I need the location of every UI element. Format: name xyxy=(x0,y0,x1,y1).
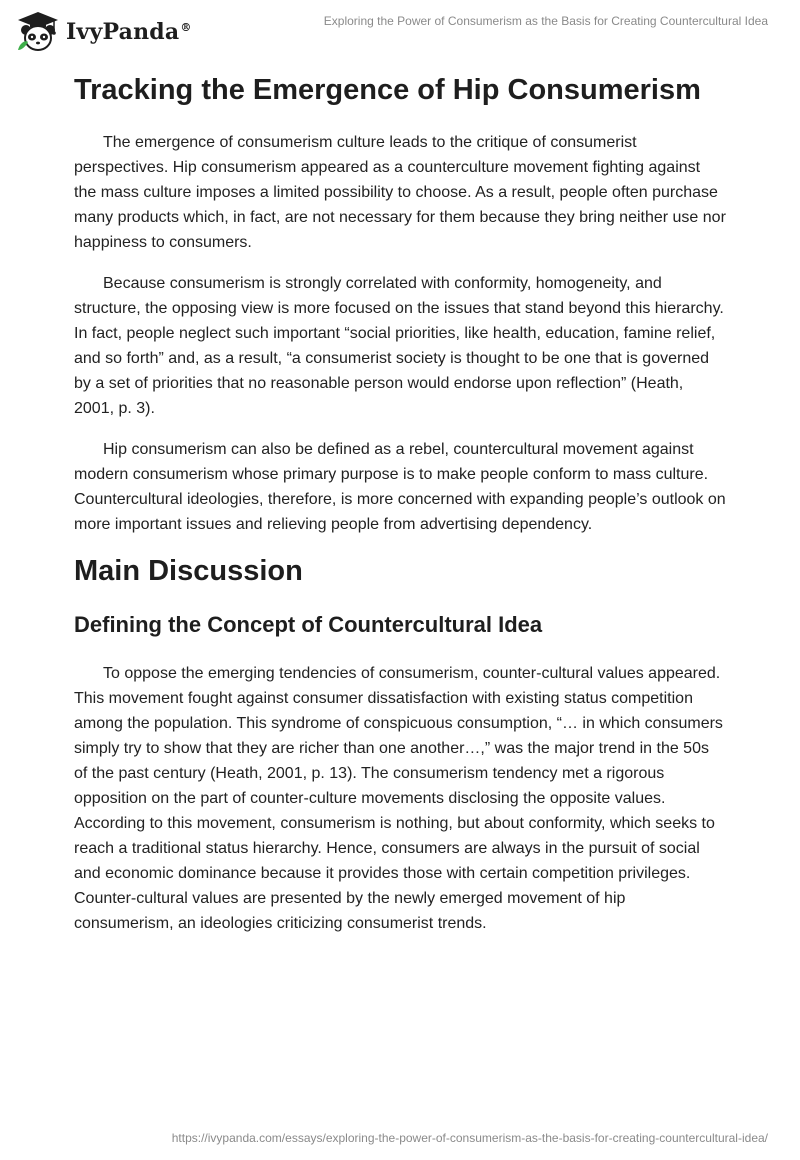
subsection-heading-countercultural-idea: Defining the Concept of Countercultural Idea xyxy=(74,612,543,637)
logo-wordmark xyxy=(66,19,192,45)
paragraph: To oppose the emerging tendencies of consumerism, counter-cultural values appeared. This movement fought against consumer dissatisfaction with existing status competition among the population. This syndrome of conspicuous consumption, “… in which consumers simply try to show that they are richer than one another…,” was the major trend in the 50s of the past century (Heath, 2001, p. 13). The consumerism tendency met a rigorous opposition on the part of counter-culture movements disclosing the opposite values. According to this movement, consumerism is nothing, but about conformity, which seeks to reach a traditional status hierarchy. Hence, consumers are always in the pursuit of social and economic dominance because it provides those with certain competition privileges. Counter-cultural values are presented by the newly emerged movement of hip consumerism, an ideologies criticizing consumerist trends. xyxy=(74,665,723,932)
paragraph: The emergence of consumerism culture leads to the critique of consumerist perspectives. Hip consumerism appeared as a counterculture movement fighting against the mass culture imposes a limited possibility to choose. As a result, people often purchase many products which, in fact, are not necessary for them because they bring neither use nor happiness to consumers. xyxy=(74,134,726,251)
logo-name: IvyPanda xyxy=(66,19,180,45)
section-heading-main-discussion: Main Discussion xyxy=(74,555,303,587)
paragraph: Because consumerism is strongly correlated with conformity, homogeneity, and structure, the opposing view is more focused on the issues that stand beyond this hierarchy. In fact, people neglect such important “social priorities, like health, education, famine relief, and so forth” and, as a result, “a consumerist society is thought to be one that is governed by a set of priorities that no reasonable person would endorse upon reflection” (Heath, 2001, p. 3). xyxy=(74,275,724,417)
paragraph: Hip consumerism can also be defined as a rebel, countercultural movement against modern consumerism whose primary purpose is to make people conform to mass culture. Countercultural ideologies, therefore, is more concerned with expanding people’s outlook on more important issues and relieving people from advertising dependency. xyxy=(74,441,726,533)
page-header xyxy=(0,0,800,64)
source-url[interactable]: https://ivypanda.com/essays/exploring-the-power-of-consumerism-as-the-basis-for-creating-countercultural-idea/ xyxy=(171,1131,768,1145)
essay-content xyxy=(74,72,726,952)
ivypanda-logo[interactable] xyxy=(14,10,192,54)
running-title: Exploring the Power of Consumerism as the Basis for Creating Countercultural Idea xyxy=(323,14,768,28)
section-heading-hip-consumerism: Tracking the Emergence of Hip Consumerism xyxy=(74,74,701,106)
registered-mark: ® xyxy=(180,20,192,34)
panda-graduate-icon xyxy=(14,10,62,54)
